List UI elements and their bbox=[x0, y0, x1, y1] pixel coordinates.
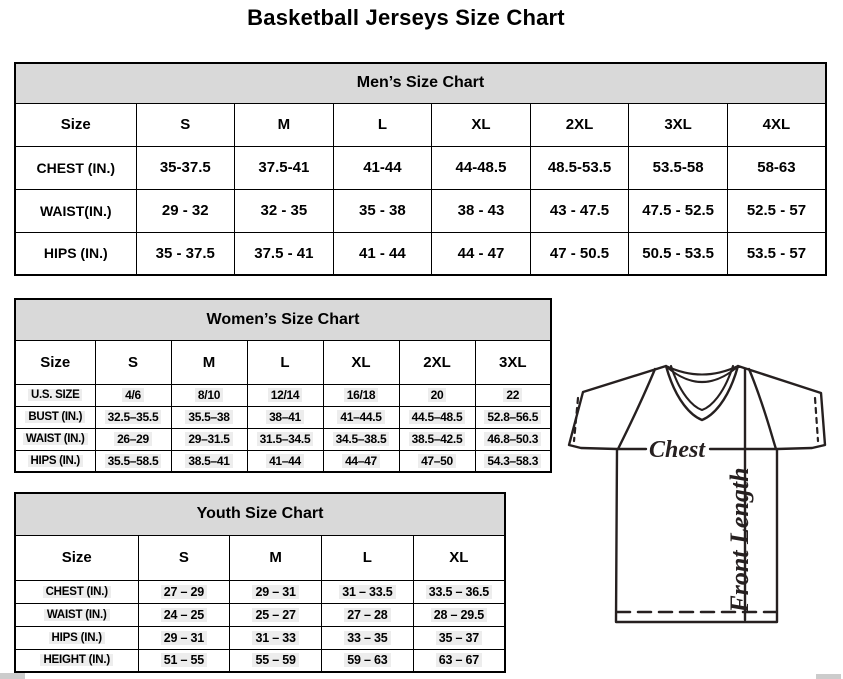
value-text: 33 – 35 bbox=[344, 631, 390, 645]
cell-value bbox=[432, 232, 531, 275]
table-row bbox=[15, 299, 551, 340]
value-text: 47.5 - 52.5 bbox=[642, 202, 714, 219]
jersey-outline bbox=[569, 366, 825, 622]
cell-value bbox=[399, 450, 475, 472]
cell-value bbox=[247, 428, 323, 450]
value-text: 41-44 bbox=[363, 159, 402, 176]
value-text: 8/10 bbox=[195, 388, 223, 402]
cell-value bbox=[629, 146, 728, 189]
value-text: 35 - 37.5 bbox=[155, 244, 215, 262]
size-header: Size bbox=[15, 535, 138, 580]
col-header: M bbox=[235, 103, 334, 146]
row-label bbox=[15, 189, 136, 232]
table-row bbox=[15, 63, 826, 103]
row-label-text: HIPS (IN.) bbox=[28, 455, 83, 467]
table-row bbox=[15, 626, 505, 649]
cell-value bbox=[530, 146, 629, 189]
page-title: Basketball Jerseys Size Chart bbox=[247, 5, 565, 30]
cell-value bbox=[138, 626, 230, 649]
cell-value bbox=[136, 232, 235, 275]
value-text: 53.5 - 57 bbox=[746, 244, 807, 262]
cell-value bbox=[333, 146, 432, 189]
row-label bbox=[15, 626, 138, 649]
value-text: 12/14 bbox=[268, 388, 303, 402]
cell-value bbox=[171, 406, 247, 428]
row-label-text: CHEST (IN.) bbox=[43, 586, 111, 598]
cell-value bbox=[413, 580, 505, 603]
youth-size-table bbox=[14, 492, 506, 673]
col-header: L bbox=[322, 535, 414, 580]
value-text: 44.5–48.5 bbox=[409, 410, 466, 424]
value-text: 25 – 27 bbox=[252, 608, 298, 622]
value-text: 31 – 33 bbox=[252, 631, 298, 645]
row-label bbox=[15, 428, 95, 450]
value-text: 28 – 29.5 bbox=[431, 608, 487, 622]
table-row bbox=[15, 493, 505, 535]
row-label bbox=[15, 603, 138, 626]
table-row bbox=[15, 580, 505, 603]
cell-value bbox=[322, 626, 414, 649]
value-text: 46.8–50.3 bbox=[484, 432, 541, 446]
cell-value bbox=[323, 384, 399, 406]
value-text: 24 – 25 bbox=[161, 608, 207, 622]
col-header: 2XL bbox=[399, 340, 475, 384]
table-row bbox=[15, 603, 505, 626]
value-text: 43 - 47.5 bbox=[549, 202, 610, 219]
value-text: 38–41 bbox=[266, 410, 304, 424]
cell-value bbox=[629, 232, 728, 275]
womens-size-table bbox=[14, 298, 552, 473]
col-header: M bbox=[230, 535, 322, 580]
cell-value bbox=[322, 580, 414, 603]
table-title: Women’s Size Chart bbox=[15, 299, 551, 340]
value-text: 52.5 - 57 bbox=[746, 202, 807, 219]
table-row bbox=[15, 450, 551, 472]
row-label-text: WAIST(IN.) bbox=[39, 202, 112, 219]
size-header: Size bbox=[15, 103, 136, 146]
cell-value bbox=[727, 189, 826, 232]
table-row bbox=[15, 103, 826, 146]
cell-value bbox=[399, 428, 475, 450]
cell-value bbox=[171, 450, 247, 472]
cell-value bbox=[230, 603, 322, 626]
cell-value bbox=[322, 603, 414, 626]
value-text: 41–44 bbox=[266, 454, 304, 468]
value-text: 35 – 37 bbox=[436, 631, 482, 645]
table-row bbox=[15, 189, 826, 232]
cell-value bbox=[323, 428, 399, 450]
value-text: 44-48.5 bbox=[455, 159, 507, 176]
row-label bbox=[15, 146, 136, 189]
value-text: 51 – 55 bbox=[161, 653, 207, 667]
cell-value bbox=[171, 384, 247, 406]
value-text: 16/18 bbox=[344, 388, 379, 402]
cell-value bbox=[95, 406, 171, 428]
value-text: 32.5–35.5 bbox=[105, 410, 162, 424]
cell-value bbox=[323, 406, 399, 428]
cell-value bbox=[136, 146, 235, 189]
value-text: 35 - 38 bbox=[359, 202, 406, 219]
value-text: 47 - 50.5 bbox=[549, 244, 610, 262]
value-text: 29 – 31 bbox=[161, 631, 207, 645]
value-text: 52.8–56.5 bbox=[484, 410, 541, 424]
cell-value bbox=[432, 146, 531, 189]
value-text: 53.5-58 bbox=[652, 159, 704, 176]
value-text: 41 - 44 bbox=[359, 244, 406, 262]
row-label bbox=[15, 450, 95, 472]
col-header: M bbox=[171, 340, 247, 384]
value-text: 38.5–42.5 bbox=[409, 432, 466, 446]
value-text: 59 – 63 bbox=[344, 653, 390, 667]
cell-value bbox=[727, 146, 826, 189]
chest-label: Chest bbox=[648, 437, 706, 463]
cell-value bbox=[235, 232, 334, 275]
col-header: XL bbox=[413, 535, 505, 580]
cell-value bbox=[136, 189, 235, 232]
value-text: 38 - 43 bbox=[457, 202, 505, 219]
col-header: XL bbox=[323, 340, 399, 384]
row-label-text: CHEST (IN.) bbox=[36, 159, 116, 176]
col-header: 4XL bbox=[727, 103, 826, 146]
value-text: 35-37.5 bbox=[159, 159, 211, 176]
cell-value bbox=[230, 649, 322, 672]
front-length-label: Front Length bbox=[725, 467, 754, 613]
cell-value bbox=[235, 146, 334, 189]
cell-value bbox=[95, 384, 171, 406]
col-header: 3XL bbox=[475, 340, 551, 384]
row-label bbox=[15, 580, 138, 603]
value-text: 20 bbox=[428, 388, 447, 402]
cell-value bbox=[727, 232, 826, 275]
value-text: 50.5 - 53.5 bbox=[642, 244, 714, 262]
col-header: 2XL bbox=[530, 103, 629, 146]
jersey-diagram bbox=[556, 358, 843, 630]
value-text: 55 – 59 bbox=[252, 653, 298, 667]
row-label bbox=[15, 384, 95, 406]
value-text: 31.5–34.5 bbox=[257, 432, 314, 446]
cell-value bbox=[413, 626, 505, 649]
value-text: 38.5–41 bbox=[185, 454, 232, 468]
value-text: 58-63 bbox=[757, 159, 796, 176]
table-title: Youth Size Chart bbox=[15, 493, 505, 535]
cell-value bbox=[475, 406, 551, 428]
col-header: L bbox=[333, 103, 432, 146]
row-label-text: HEIGHT (IN.) bbox=[40, 654, 113, 666]
cell-value bbox=[230, 626, 322, 649]
cell-value bbox=[138, 603, 230, 626]
value-text: 37.5 - 41 bbox=[254, 244, 314, 262]
value-text: 22 bbox=[503, 388, 522, 402]
cell-value bbox=[333, 189, 432, 232]
cropped-fragment-right bbox=[816, 674, 841, 679]
cell-value bbox=[475, 450, 551, 472]
cell-value bbox=[230, 580, 322, 603]
row-label-text: HIPS (IN.) bbox=[43, 245, 108, 262]
row-label-text: HIPS (IN.) bbox=[49, 632, 105, 644]
size-header: Size bbox=[15, 340, 95, 384]
cell-value bbox=[530, 232, 629, 275]
row-label-text: WAIST (IN.) bbox=[44, 609, 110, 621]
value-text: 27 – 29 bbox=[161, 585, 207, 599]
col-header: S bbox=[95, 340, 171, 384]
row-label bbox=[15, 649, 138, 672]
value-text: 32 - 35 bbox=[260, 202, 308, 219]
value-text: 41–44.5 bbox=[337, 410, 384, 424]
cell-value bbox=[432, 189, 531, 232]
cell-value bbox=[247, 406, 323, 428]
value-text: 34.5–38.5 bbox=[333, 432, 390, 446]
value-text: 48.5-53.5 bbox=[547, 159, 612, 176]
cell-value bbox=[247, 384, 323, 406]
cell-value bbox=[413, 603, 505, 626]
value-text: 54.3–58.3 bbox=[484, 454, 541, 468]
col-header: L bbox=[247, 340, 323, 384]
value-text: 29–31.5 bbox=[185, 432, 232, 446]
col-header: 3XL bbox=[629, 103, 728, 146]
cell-value bbox=[171, 428, 247, 450]
col-header: S bbox=[138, 535, 230, 580]
cell-value bbox=[323, 450, 399, 472]
table-title: Men’s Size Chart bbox=[15, 63, 826, 103]
cell-value bbox=[475, 428, 551, 450]
table-row bbox=[15, 340, 551, 384]
value-text: 44 - 47 bbox=[457, 244, 505, 262]
cell-value bbox=[235, 189, 334, 232]
col-header: S bbox=[136, 103, 235, 146]
row-label bbox=[15, 406, 95, 428]
value-text: 35.5–58.5 bbox=[105, 454, 162, 468]
row-label-text: WAIST (IN.) bbox=[23, 433, 88, 445]
value-text: 63 – 67 bbox=[436, 653, 482, 667]
row-label-text: U.S. SIZE bbox=[28, 389, 82, 401]
cell-value bbox=[530, 189, 629, 232]
value-text: 47–50 bbox=[418, 454, 456, 468]
cell-value bbox=[95, 428, 171, 450]
cell-value bbox=[333, 232, 432, 275]
cell-value bbox=[95, 450, 171, 472]
table-row bbox=[15, 384, 551, 406]
value-text: 37.5-41 bbox=[258, 159, 310, 176]
cell-value bbox=[629, 189, 728, 232]
col-header: XL bbox=[432, 103, 531, 146]
table-row bbox=[15, 649, 505, 672]
value-text: 4/6 bbox=[122, 388, 144, 402]
value-text: 29 – 31 bbox=[252, 585, 298, 599]
table-row bbox=[15, 406, 551, 428]
table-row bbox=[15, 428, 551, 450]
cell-value bbox=[413, 649, 505, 672]
mens-size-table bbox=[14, 62, 827, 276]
cell-value bbox=[322, 649, 414, 672]
value-text: 27 – 28 bbox=[344, 608, 390, 622]
cell-value bbox=[247, 450, 323, 472]
value-text: 26–29 bbox=[114, 432, 152, 446]
cell-value bbox=[399, 406, 475, 428]
cell-value bbox=[399, 384, 475, 406]
table-row bbox=[15, 232, 826, 275]
row-label bbox=[15, 232, 136, 275]
value-text: 44–47 bbox=[342, 454, 380, 468]
value-text: 33.5 – 36.5 bbox=[426, 585, 492, 599]
value-text: 31 – 33.5 bbox=[339, 585, 395, 599]
cell-value bbox=[138, 580, 230, 603]
cell-value bbox=[475, 384, 551, 406]
cropped-fragment-left bbox=[0, 673, 25, 679]
table-row bbox=[15, 146, 826, 189]
value-text: 29 - 32 bbox=[161, 202, 209, 219]
cell-value bbox=[138, 649, 230, 672]
row-label-text: BUST (IN.) bbox=[25, 411, 85, 423]
value-text: 35.5–38 bbox=[185, 410, 232, 424]
table-row bbox=[15, 535, 505, 580]
